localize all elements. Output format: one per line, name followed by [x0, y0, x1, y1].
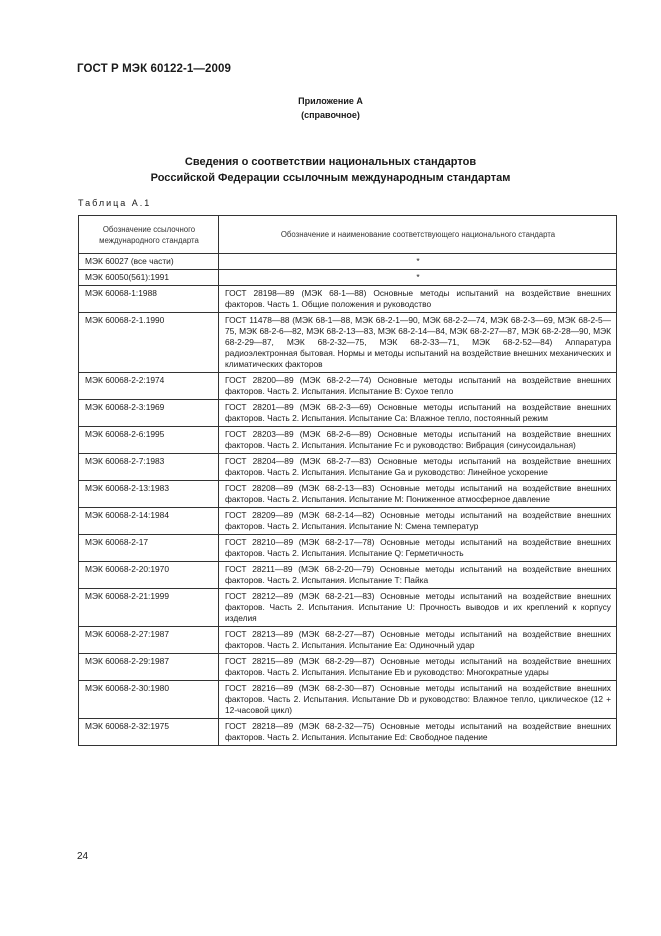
- national-standard-cell: ГОСТ 28218—89 (МЭК 68-2-32—75) Основные методы испытаний на воздействие внешних факторов. Часть 2. Испытания. Испытание Ed: Свободное падение: [219, 719, 617, 746]
- national-standard-cell: ГОСТ 28208—89 (МЭК 68-2-13—83) Основные методы испытаний на воздействие внешних факторов. Часть 2. Испытания. Испытание М: Пониженное атмосферное давление: [219, 481, 617, 508]
- correspondence-table: [78, 215, 617, 746]
- reference-standard-cell: МЭК 60068-2-13:1983: [79, 481, 219, 508]
- national-standard-cell: *: [219, 254, 617, 270]
- national-standard-cell: ГОСТ 11478—88 (МЭК 68-1—88, МЭК 68-2-1—90, МЭК 68-2-2—74, МЭК 68-2-3—69, МЭК 68-2-5—75, МЭК 68-2-6—82, МЭК 68-2-13—83, МЭК 68-2-14—84, МЭК 68-2-27—87, МЭК 68-2-28—90, МЭК 68-2-29—87, МЭК 68-2-32—75, МЭК 68-2-33—71, МЭК 68-2-52—84) Аппаратура радиоэлектронная бытовая. Нормы и методы испытаний на воздействие внешних механических и климатических факторов: [219, 313, 617, 373]
- reference-standard-cell: МЭК 60068-2-30:1980: [79, 681, 219, 719]
- national-standard-cell: ГОСТ 28211—89 (МЭК 68-2-20—79) Основные методы испытаний на воздействие внешних факторов. Часть 2. Испытания. Испытание Т: Пайка: [219, 562, 617, 589]
- table-row: [79, 719, 617, 746]
- reference-standard-cell: МЭК 60068-2-2:1974: [79, 373, 219, 400]
- national-standard-cell: ГОСТ 28210—89 (МЭК 68-2-17—78) Основные методы испытаний на воздействие внешних факторов. Часть 2. Испытания. Испытание Q: Герметичность: [219, 535, 617, 562]
- national-standard-cell: ГОСТ 28198—89 (МЭК 68-1—88) Основные методы испытаний на воздействие внешних факторов. Часть 1. Общие положения и руководство: [219, 286, 617, 313]
- table-row: [79, 427, 617, 454]
- table-row: [79, 286, 617, 313]
- table-row: [79, 562, 617, 589]
- table-row: [79, 654, 617, 681]
- annex-note: (справочное): [301, 110, 360, 120]
- column-header-reference: [79, 216, 219, 254]
- section-title-line-1: Сведения о соответствии национальных стандартов: [184, 156, 477, 168]
- page-number: 24: [77, 851, 89, 862]
- reference-standard-cell: МЭК 60068-2-32:1975: [79, 719, 219, 746]
- national-standard-cell: ГОСТ 28200—89 (МЭК 68-2-2—74) Основные методы испытаний на воздействие внешних факторов. Часть 2. Испытания. Испытание В: Сухое тепло: [219, 373, 617, 400]
- column-header-national: Обозначение и наименование соответствующего национального стандарта: [219, 216, 617, 254]
- table-row: [79, 254, 617, 270]
- national-standard-cell: ГОСТ 28212—89 (МЭК 68-2-21—83) Основные методы испытаний на воздействие внешних факторов. Часть 2. Испытания. Испытание U: Прочность выводов и их креплений к корпусу изделия: [219, 589, 617, 627]
- national-standard-cell: ГОСТ 28204—89 (МЭК 68-2-7—83) Основные методы испытаний на воздействие внешних факторов. Часть 2. Испытания. Испытание Ga и руководство: Линейное ускорение: [219, 454, 617, 481]
- table-row: [79, 481, 617, 508]
- reference-standard-cell: МЭК 60068-2-17: [79, 535, 219, 562]
- national-standard-cell: *: [219, 270, 617, 286]
- reference-standard-cell: МЭК 60050(561):1991: [79, 270, 219, 286]
- table-row: [79, 373, 617, 400]
- table-row: [79, 508, 617, 535]
- national-standard-cell: ГОСТ 28215—89 (МЭК 68-2-29—87) Основные методы испытаний на воздействие внешних факторов. Часть 2. Испытания. Испытание Eb и руководство: Многократные удары: [219, 654, 617, 681]
- annex-title: Приложение А: [298, 96, 363, 106]
- national-standard-cell: ГОСТ 28216—89 (МЭК 68-2-30—87) Основные методы испытаний на воздействие внешних факторов. Часть 2. Испытания. Испытание Db и руководство: Влажное тепло, циклическое (12 + 12-часовой цикл): [219, 681, 617, 719]
- table-header-row: [79, 216, 617, 254]
- table-row: [79, 400, 617, 427]
- reference-standard-cell: МЭК 60068-1:1988: [79, 286, 219, 313]
- reference-standard-cell: МЭК 60068-2-1.1990: [79, 313, 219, 373]
- national-standard-cell: ГОСТ 28213—89 (МЭК 68-2-27—87) Основные методы испытаний на воздействие внешних факторов. Часть 2. Испытания. Испытание Еа: Одиночный удар: [219, 627, 617, 654]
- reference-standard-cell: МЭК 60068-2-6:1995: [79, 427, 219, 454]
- table-row: [79, 681, 617, 719]
- table-row: [79, 270, 617, 286]
- reference-standard-cell: МЭК 60068-2-21:1999: [79, 589, 219, 627]
- national-standard-cell: ГОСТ 28201—89 (МЭК 68-2-3—69) Основные методы испытаний на воздействие внешних факторов. Часть 2. Испытания. Испытание Са: Влажное тепло, постоянный режим: [219, 400, 617, 427]
- column-header-reference-line-2: международного стандарта: [99, 235, 199, 245]
- reference-standard-cell: МЭК 60068-2-3:1969: [79, 400, 219, 427]
- reference-standard-cell: МЭК 60068-2-20:1970: [79, 562, 219, 589]
- section-title-line-2: Российской Федерации ссылочным международным стандартам: [150, 172, 511, 184]
- table-row: [79, 627, 617, 654]
- national-standard-cell: ГОСТ 28203—89 (МЭК 68-2-6—89) Основные методы испытаний на воздействие внешних факторов. Часть 2. Испытания. Испытание Fc и руководство: Вибрация (синусоидальная): [219, 427, 617, 454]
- reference-standard-cell: МЭК 60027 (все части): [79, 254, 219, 270]
- table-body: [79, 254, 617, 746]
- table-row: [79, 313, 617, 373]
- reference-standard-cell: МЭК 60068-2-27:1987: [79, 627, 219, 654]
- reference-standard-cell: МЭК 60068-2-29:1987: [79, 654, 219, 681]
- document-header: ГОСТ Р МЭК 60122-1—2009: [77, 63, 231, 75]
- table-row: [79, 454, 617, 481]
- column-header-reference-line-1: Обозначение ссылочного: [102, 224, 196, 234]
- national-standard-cell: ГОСТ 28209—89 (МЭК 68-2-14—82) Основные методы испытаний на воздействие внешних факторов. Часть 2. Испытания. Испытание N: Смена температур: [219, 508, 617, 535]
- table-row: [79, 589, 617, 627]
- reference-standard-cell: МЭК 60068-2-14:1984: [79, 508, 219, 535]
- reference-standard-cell: МЭК 60068-2-7:1983: [79, 454, 219, 481]
- table-row: [79, 535, 617, 562]
- table-caption: Таблица А.1: [78, 198, 152, 208]
